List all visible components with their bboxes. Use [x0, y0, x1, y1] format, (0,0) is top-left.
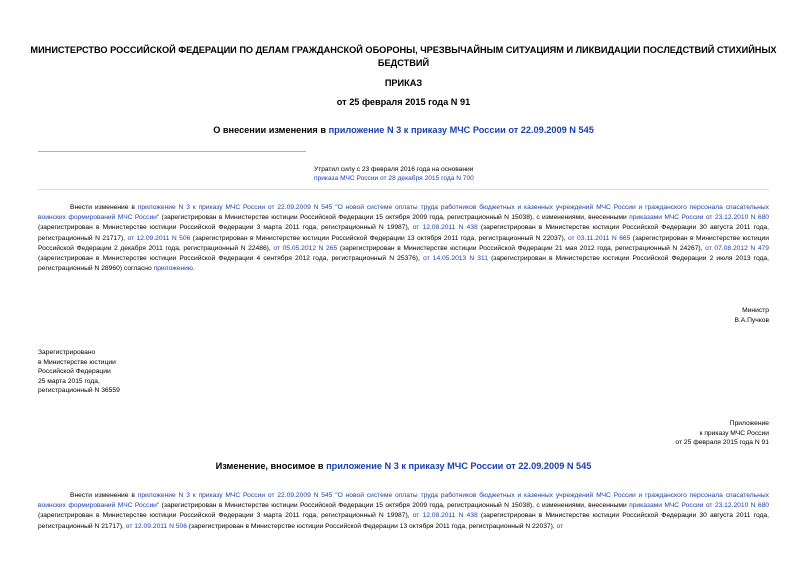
paragraph-text: (зарегистрирован в Министерстве юстиции Российской Федерации 2 июля 2013 года, регистрационный N 28960) согласно	[38, 255, 769, 273]
paragraph-text: Внести изменение в	[70, 492, 138, 499]
signature-name: В.А.Пучков	[734, 316, 769, 324]
divider-short	[38, 151, 306, 152]
appendix-line: к приказу МЧС России	[699, 429, 769, 437]
paragraph-text: Внести изменение в	[70, 204, 138, 211]
doc-subject-prefix: О внесении изменения в	[213, 125, 329, 135]
section-title-prefix: Изменение, вносимое в	[215, 461, 327, 471]
paragraph-text: (зарегистрирован в Министерстве юстиции Российской Федерации 13 октября 2011 года, регистрационный N 22037),	[186, 522, 557, 530]
appendix-line: от 25 февраля 2015 года N 91	[675, 439, 769, 446]
paragraph-text: (зарегистрирован в Министерстве юстиции Российской Федерации 30 августа 2011 года, регистрационный N 21717),	[38, 512, 769, 530]
document-link[interactable]: от 12.09.2011 N 506	[127, 234, 191, 242]
signature-block	[569, 306, 769, 325]
paragraph-text: (зарегистрирован в Министерстве юстиции Российской Федерации 30 августа 2011 года, регистрационный N 21717),	[38, 224, 769, 242]
paragraph-text: .	[192, 265, 195, 273]
status-note	[314, 165, 614, 184]
paragraph-text: (зарегистрирован в Министерстве юстиции Российской Федерации 21 мая 2012 года, регистрационный N 24267),	[337, 244, 706, 252]
document-link[interactable]: от	[556, 522, 564, 530]
document-link[interactable]: от 12.08.2011 N 438	[412, 512, 478, 520]
divider-long	[38, 189, 769, 190]
doc-subject	[30, 124, 777, 137]
paragraph-text: (зарегистрирован в Министерстве юстиции Российской Федерации 2 декабря 2011 года, регистрационный N 22486),	[38, 234, 770, 252]
document-link[interactable]: от 12.09.2011 N 506	[125, 522, 187, 530]
appendix-block	[569, 419, 769, 448]
doc-date: от 25 февраля 2015 года N 91	[336, 97, 471, 107]
paragraph-text: (зарегистрирован в Министерстве юстиции Российской Федерации 15 октября 2009 года, регистрационный N 15038), с изменениями, внесенными	[159, 214, 630, 222]
appendix-paragraph	[38, 491, 769, 532]
paragraph-text: (зарегистрирован в Министерстве юстиции Российской Федерации 13 октября 2011 года, регистрационный N 22037),	[190, 234, 568, 242]
paragraph-text: (зарегистрирован в Министерстве юстиции Российской Федерации 3 марта 2011 года, регистрационный N 19987),	[38, 224, 413, 232]
ministry-heading: МИНИСТЕРСТВО РОССИЙСКОЙ ФЕДЕРАЦИИ ПО ДЕЛАМ ГРАЖДАНСКОЙ ОБОРОНЫ, ЧРЕЗВЫЧАЙНЫМ СИТУАЦИЯМ И ЛИКВИДАЦИИ ПОСЛЕДСТВИЙ СТИХИЙНЫХ БЕДСТВИЙ	[30, 45, 777, 68]
document-link[interactable]: приложение N 3 к приказу МЧС России от 22.09.2009 N 545 "О новой системе оплаты труда работников бюджетных и казенных учреждений МЧС России и гражданского персонала спасательных воинских формирований МЧС России"	[38, 204, 770, 222]
document-link[interactable]: от 05.05.2012 N 265	[273, 244, 338, 252]
document-link[interactable]: от 03.11.2011 N 665	[567, 234, 631, 242]
document-link[interactable]: от 14.05.2013 N 311	[423, 255, 488, 263]
document-link[interactable]: приказами МЧС России от 23.12.2010 N 680	[629, 502, 770, 510]
document-link[interactable]: от 07.08.2012 N 479	[705, 244, 769, 252]
paragraph-text: (зарегистрирован в Министерстве юстиции Российской Федерации 15 октября 2009 года, регистрационный N 15038), с изменениями, внесенными	[159, 502, 630, 510]
appendix-line: Приложение	[729, 420, 769, 427]
paragraph-text: (зарегистрирован в Министерстве юстиции Российской Федерации 4 сентября 2012 года, регистрационный N 25376),	[38, 255, 423, 263]
doc-type: ПРИКАЗ	[384, 78, 423, 88]
status-line: Утратил силу с 23 февраля 2016 года на основании	[314, 166, 474, 173]
section-title-link[interactable]: приложение N 3 к приказу МЧС России от 22.09.2009 N 545	[326, 461, 592, 471]
signature-title: Министр	[742, 307, 769, 314]
registration-line: Российской Федерации	[38, 368, 111, 375]
registration-line: регистрационный N 36559	[38, 387, 120, 394]
paragraph-text: (зарегистрирован в Министерстве юстиции Российской Федерации 3 марта 2011 года, регистрационный N 19987),	[38, 512, 413, 520]
document-link[interactable]: приложению	[153, 265, 193, 273]
doc-subject-link[interactable]: приложение N 3 к приказу МЧС России от 22.09.2009 N 545	[328, 125, 594, 135]
main-paragraph	[38, 203, 769, 274]
document-link[interactable]: приложение N 3 к приказу МЧС России от 22.09.2009 N 545 "О новой системе оплаты труда работников бюджетных и казенных учреждений МЧС России и гражданского персонала спасательных воинских формирований МЧС России"	[38, 492, 770, 510]
status-link[interactable]: приказа МЧС России от 28 декабря 2015 года N 700	[314, 175, 474, 183]
section-title	[30, 460, 777, 473]
registration-block	[38, 348, 238, 396]
document-link[interactable]: приказами МЧС России от 23.12.2010 N 680	[629, 214, 770, 222]
registration-line: 25 марта 2015 года,	[38, 377, 100, 385]
registration-line: Зарегистрировано	[38, 349, 96, 356]
registration-line: в Министерстве юстиции	[38, 358, 116, 366]
document-link[interactable]: от 12.08.2011 N 438	[412, 224, 478, 232]
